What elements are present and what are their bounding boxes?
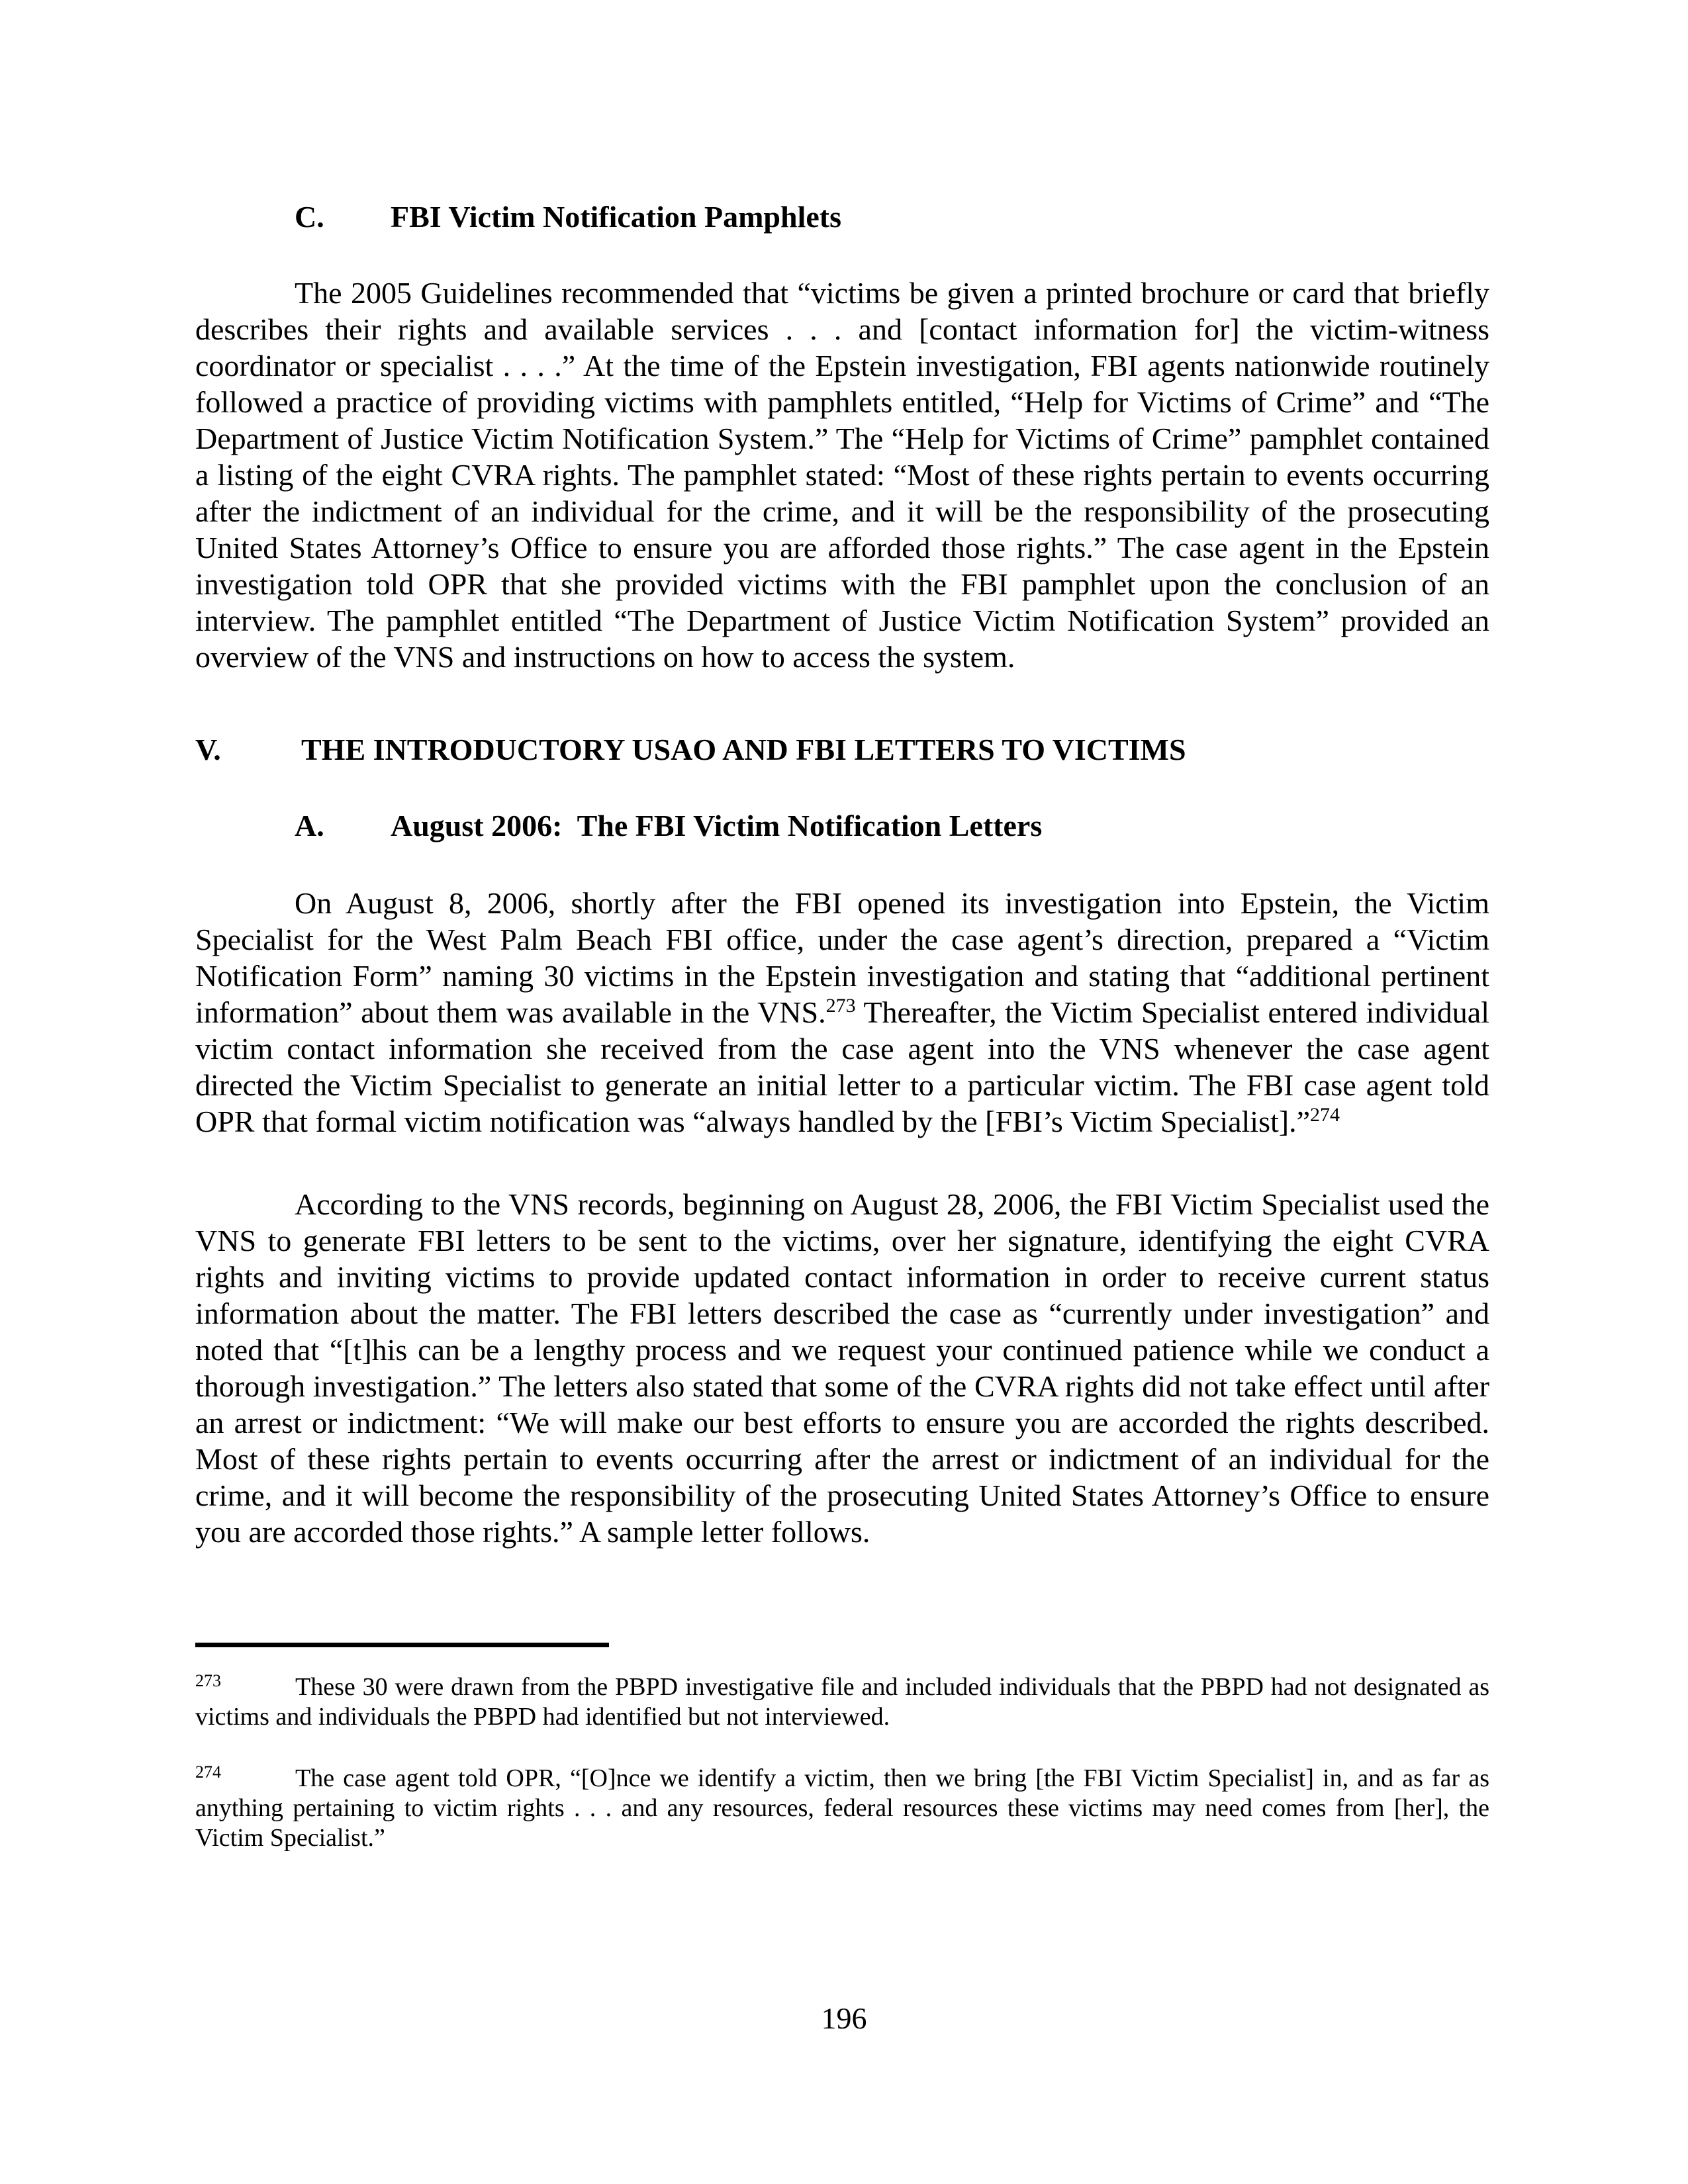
- footnote-273-text: These 30 were drawn from the PBPD investigative file and included individuals that the PBPD had not designated as victims and individuals the PBPD had identified but not interviewed.: [195, 1673, 1489, 1731]
- footnote-274-text: The case agent told OPR, “[O]nce we identify a victim, then we bring [the FBI Victim Specialist] in, and as far as anything pertaining to victim rights . . . and any resources, federal resources these victims may need comes from [her], the Victim Specialist.”: [195, 1764, 1489, 1852]
- section-c-heading: [295, 199, 1489, 235]
- paragraph-vns-records: According to the VNS records, beginning on August 28, 2006, the FBI Victim Specialist used the VNS to generate FBI letters to be sent to the victims, over her signature, identifying the eight CVRA rights and inviting victims to provide updated contact information in order to receive current status information about the matter. The FBI letters described the case as “currently under investigation” and noted that “[t]his can be a lengthy process and we request your continued patience while we conduct a thorough investigation.” The letters also stated that some of the CVRA rights did not take effect until after an arrest or indictment: “We will make our best efforts to ensure you are accorded the rights described. Most of these rights pertain to events occurring after the arrest or indictment of an individual for the crime, and it will become the responsibility of the prosecuting United States Attorney’s Office to ensure you are accorded those rights.” A sample letter follows.: [195, 1187, 1489, 1549]
- section-a-label: A.: [295, 809, 324, 842]
- section-a-title: August 2006: The FBI Victim Notification Letters: [391, 809, 1043, 842]
- paragraph-august-2006-text-2: Thereafter, the Victim Specialist entered individual victim contact information she received from the case agent into the VNS whenever the case agent directed the Victim Specialist to generate an initial letter to a particular victim. The FBI case agent told OPR that formal victim notification was “always handled by the [FBI’s Victim Specialist].”: [195, 995, 1490, 1138]
- section-c-paragraph: The 2005 Guidelines recommended that “victims be given a printed brochure or card that briefly describes their rights and available services . . . and [contact information for] the victim-witness coordinator or specialist . . . .” At the time of the Epstein investigation, FBI agents nationwide routinely followed a practice of providing victims with pamphlets entitled, “Help for Victims of Crime” and “The Department of Justice Victim Notification System.” The “Help for Victims of Crime” pamphlet contained a listing of the eight CVRA rights. The pamphlet stated: “Most of these rights pertain to events occurring after the indictment of an individual for the crime, and it will be the responsibility of the prosecuting United States Attorney’s Office to ensure you are afforded those rights.” The case agent in the Epstein investigation told OPR that she provided victims with the FBI pamphlet upon the conclusion of an interview. The pamphlet entitled “The Department of Justice Victim Notification System” provided an overview of the VNS and instructions on how to access the system.: [195, 276, 1489, 674]
- footnote-273-number: 273: [195, 1671, 221, 1690]
- section-a-heading: [295, 807, 1489, 844]
- section-v-heading: [195, 731, 1489, 768]
- section-c-label: C.: [295, 200, 324, 234]
- footnote-274-number: 274: [195, 1762, 221, 1782]
- footnote-separator-rule: [195, 1643, 609, 1647]
- paragraph-august-2006-text-1: On August 8, 2006, shortly after the FBI opened its investigation into Epstein, the Victim Specialist for the West Palm Beach FBI office, under the case agent’s direction, prepared a “Victim Notification Form” naming 30 victims in the Epstein investigation and stating that “additional pertinent information” about them was available in the VNS.: [195, 886, 1489, 1029]
- footnote-274: [195, 1764, 1489, 1853]
- paragraph-august-2006: [195, 885, 1489, 1140]
- page-number: 196: [821, 2001, 867, 2035]
- section-v-title: THE INTRODUCTORY USAO AND FBI LETTERS TO VICTIMS: [301, 733, 1186, 766]
- section-v-label: V.: [195, 733, 221, 766]
- footnote-ref-274: 274: [1310, 1104, 1340, 1126]
- section-c-title: FBI Victim Notification Pamphlets: [391, 200, 841, 234]
- footnote-273: [195, 1672, 1489, 1732]
- footnote-ref-273: 273: [825, 995, 856, 1017]
